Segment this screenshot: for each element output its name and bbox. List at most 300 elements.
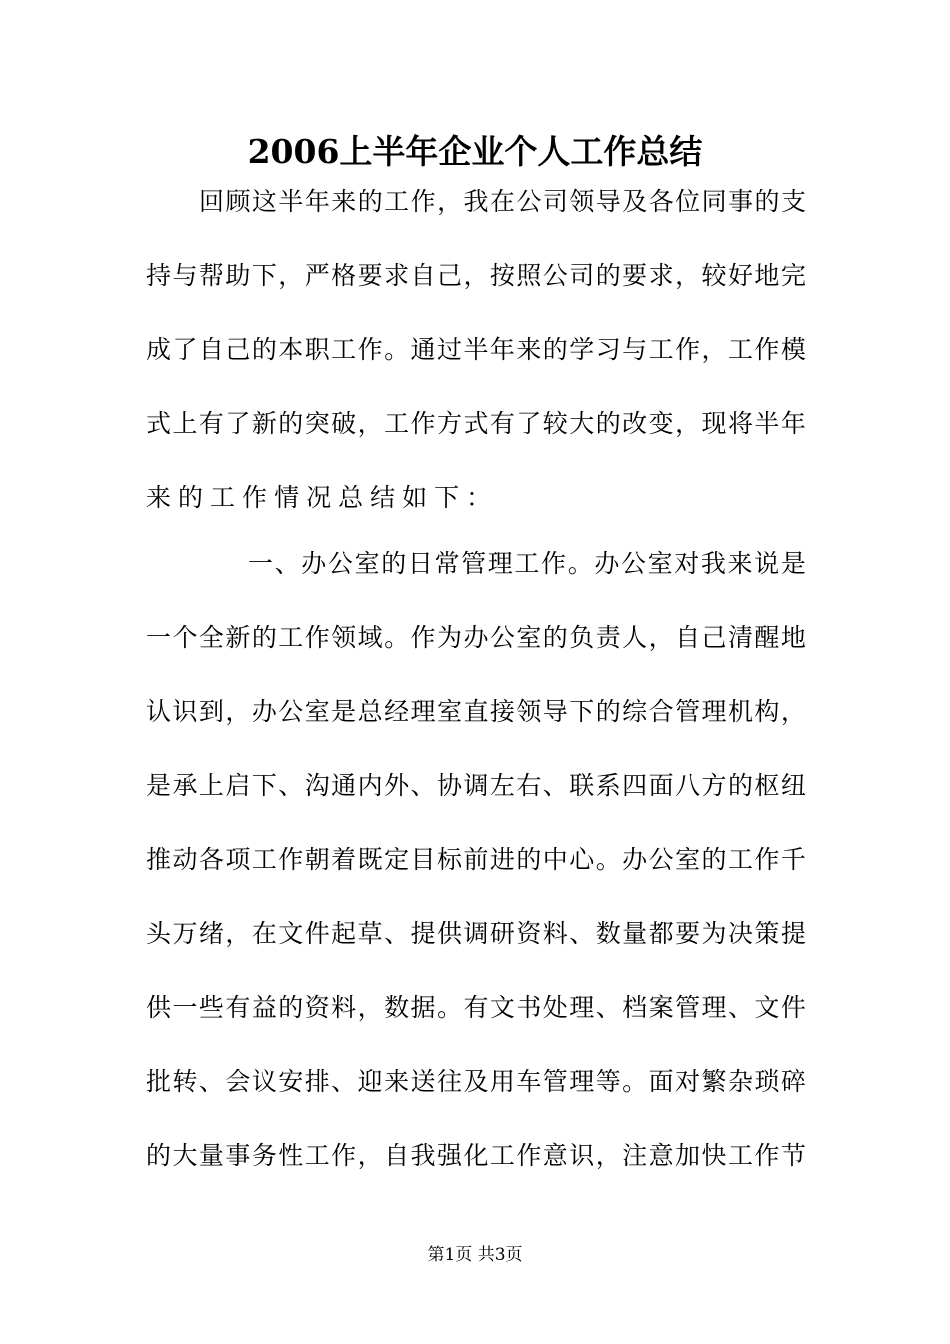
body-char: 理 (410, 697, 436, 726)
body-char: 是 (331, 697, 357, 726)
body-char: 既 (357, 845, 383, 874)
body-char: 枢 (754, 771, 780, 800)
body-char: 一 (146, 623, 172, 652)
body-char: 方 (701, 771, 727, 800)
body-char: ， (225, 919, 251, 948)
body-char: 改 (622, 409, 648, 438)
body-char: 了 (172, 335, 198, 364)
body-char: 新 (251, 409, 277, 438)
body-char: 启 (225, 771, 251, 800)
body-char: 公 (542, 261, 568, 290)
body-char: 承 (172, 771, 198, 800)
body-char: 千 (780, 845, 806, 874)
body-char: 工 (489, 1141, 515, 1170)
body-char: 供 (436, 919, 462, 948)
body-char: 研 (489, 919, 515, 948)
body-char: 的 (278, 993, 304, 1022)
body-char: 下 (434, 483, 467, 512)
body-char: 工 (278, 623, 304, 652)
body-char: 料 (542, 919, 568, 948)
body-char: 况 (306, 483, 339, 512)
body-char: 情 (274, 483, 307, 512)
body-char: 、 (727, 993, 753, 1022)
body-char: 一 (248, 549, 274, 578)
body-char: 要 (622, 261, 648, 290)
body-char: 往 (436, 1067, 462, 1096)
body-char: 心 (569, 845, 595, 874)
body-char: 管 (542, 1067, 568, 1096)
body-char: 按 (489, 261, 515, 290)
body-char: 调 (463, 771, 489, 800)
body-char: 我 (410, 1141, 436, 1170)
body-char: 料 (331, 993, 357, 1022)
body-char: 件 (780, 993, 806, 1022)
body-char: 作 (410, 623, 436, 652)
body-char: 学 (569, 335, 595, 364)
body-char: 注 (622, 1141, 648, 1170)
body-char: 到 (198, 697, 224, 726)
body-char: 决 (727, 919, 753, 948)
body-char: 的 (251, 623, 277, 652)
body-char: 协 (436, 771, 462, 800)
body-char: 公 (327, 549, 353, 578)
body-char: 作 (242, 483, 275, 512)
body-char: 新 (225, 623, 251, 652)
body-char: 排 (304, 1067, 330, 1096)
body-char: 车 (516, 1067, 542, 1096)
body-char: 面 (648, 771, 674, 800)
body-char: 工 (727, 1141, 753, 1170)
body-line (146, 768, 806, 804)
body-char: 案 (648, 993, 674, 1022)
body-char: 接 (489, 697, 515, 726)
body-char: 数 (595, 919, 621, 948)
body-char: ， (701, 335, 727, 364)
body-char: 较 (542, 409, 568, 438)
body-line (146, 1138, 806, 1174)
body-char: 办 (594, 549, 620, 578)
body-char: 草 (357, 919, 383, 948)
body-char: 加 (675, 1141, 701, 1170)
body-char: 格 (331, 261, 357, 290)
body-char: 的 (595, 697, 621, 726)
body-char: 构 (754, 697, 780, 726)
body-char: 些 (198, 993, 224, 1022)
body-char: 下 (251, 261, 277, 290)
body-char: 大 (569, 409, 595, 438)
body-char: 理 (487, 549, 513, 578)
body-char: 地 (780, 623, 806, 652)
body-char: 外 (384, 771, 410, 800)
body-char: 对 (675, 1067, 701, 1096)
body-char: 司 (569, 261, 595, 290)
body-char: 公 (489, 623, 515, 652)
body-char: 导 (595, 187, 621, 216)
body-char: 回 (199, 187, 225, 216)
body-char: 职 (304, 335, 330, 364)
body-char: 导 (542, 697, 568, 726)
body-char: 绪 (198, 919, 224, 948)
body-char: 琐 (754, 1067, 780, 1096)
body-char: 工 (727, 845, 753, 874)
body-char: 领 (516, 697, 542, 726)
body-char: 及 (622, 187, 648, 216)
body-char: 照 (516, 261, 542, 290)
body-char: 作 (304, 623, 330, 652)
body-char: 总 (357, 697, 383, 726)
body-char: 为 (436, 623, 462, 652)
body-line (199, 184, 806, 220)
body-char: 求 (648, 261, 674, 290)
body-char: 。 (567, 549, 593, 578)
body-char: 工 (331, 335, 357, 364)
body-char: 件 (304, 919, 330, 948)
body-char: 的 (146, 1141, 172, 1170)
body-char: 面 (648, 1067, 674, 1096)
body-char: ， (648, 623, 674, 652)
body-line (146, 1064, 806, 1100)
body-line (146, 694, 806, 730)
body-char: 在 (489, 187, 515, 216)
body-char: 日 (407, 549, 433, 578)
body-char: 室 (647, 549, 673, 578)
body-char: 半 (463, 335, 489, 364)
body-char: 顾 (225, 187, 251, 216)
body-char: 机 (727, 697, 753, 726)
body-char: 迎 (357, 1067, 383, 1096)
body-line (146, 842, 806, 878)
body-char: ， (225, 697, 251, 726)
body-char: 的 (595, 261, 621, 290)
body-char: 工 (210, 483, 243, 512)
body-char: 处 (542, 993, 568, 1022)
body-char: 化 (463, 1141, 489, 1170)
body-char: 推 (146, 845, 172, 874)
body-char: 等 (595, 1067, 621, 1096)
body-char: 己 (225, 335, 251, 364)
body-line (146, 406, 806, 442)
body-line (146, 332, 806, 368)
body-char: 位 (675, 187, 701, 216)
body-char: 目 (410, 845, 436, 874)
body-char: 人 (622, 623, 648, 652)
body-char: 工 (304, 1141, 330, 1170)
body-char: 结 (370, 483, 403, 512)
body-char: 在 (251, 919, 277, 948)
body-char: 头 (146, 919, 172, 948)
body-char: 己 (436, 261, 462, 290)
body-char: 负 (569, 623, 595, 652)
body-char: 文 (489, 993, 515, 1022)
body-char: 年 (489, 335, 515, 364)
body-char: 帮 (198, 261, 224, 290)
body-char: 用 (489, 1067, 515, 1096)
body-char: 办 (463, 623, 489, 652)
body-char: 模 (780, 335, 806, 364)
body-char: 作 (516, 1141, 542, 1170)
body-char: 严 (304, 261, 330, 290)
body-char: 快 (701, 1141, 727, 1170)
body-char: 送 (410, 1067, 436, 1096)
body-char: 了 (225, 409, 251, 438)
body-char: 我 (463, 187, 489, 216)
body-char: 自 (198, 335, 224, 364)
body-char: 的 (595, 409, 621, 438)
body-char: 支 (780, 187, 806, 216)
body-char: 有 (198, 409, 224, 438)
body-char: 下 (251, 771, 277, 800)
body-char: 。 (384, 335, 410, 364)
body-char: 调 (463, 919, 489, 948)
body-char: 及 (463, 1067, 489, 1096)
body-char: 安 (278, 1067, 304, 1096)
body-char: 着 (331, 845, 357, 874)
body-char: 办 (251, 697, 277, 726)
body-char: 朝 (304, 845, 330, 874)
body-char: ： (466, 483, 499, 512)
body-char: 的 (542, 623, 568, 652)
body-char: 现 (701, 409, 727, 438)
body-char: 量 (622, 919, 648, 948)
body-char: 我 (700, 549, 726, 578)
body-char: 据 (410, 993, 436, 1022)
body-char: 公 (278, 697, 304, 726)
body-char: 管 (461, 549, 487, 578)
body-char: 节 (780, 1141, 806, 1170)
body-char: 起 (331, 919, 357, 948)
body-char: 量 (198, 1141, 224, 1170)
body-char: 说 (754, 549, 780, 578)
body-char: 资 (304, 993, 330, 1022)
body-char: 办 (301, 549, 327, 578)
body-char: 的 (278, 409, 304, 438)
body-char: 大 (172, 1141, 198, 1170)
body-char: 有 (463, 993, 489, 1022)
body-char: 求 (384, 261, 410, 290)
body-char: 己 (701, 623, 727, 652)
body-char: 转 (172, 1067, 198, 1096)
body-char: 本 (278, 335, 304, 364)
body-char: 、 (331, 1067, 357, 1096)
body-char: 如 (402, 483, 435, 512)
body-char: 。 (622, 1067, 648, 1096)
body-char: 公 (648, 845, 674, 874)
body-char: 。 (384, 623, 410, 652)
body-char: 一 (172, 993, 198, 1022)
body-char: 公 (516, 187, 542, 216)
body-char: 工 (514, 549, 540, 578)
body-char: 识 (569, 1141, 595, 1170)
body-char: ， (357, 409, 383, 438)
body-char: 都 (648, 919, 674, 948)
body-char: 直 (463, 697, 489, 726)
body-char: 联 (569, 771, 595, 800)
body-char: 供 (146, 993, 172, 1022)
body-char: ， (675, 261, 701, 290)
body-char: 式 (146, 409, 172, 438)
body-char: 要 (357, 261, 383, 290)
body-char: 成 (146, 335, 172, 364)
body-char: 上 (198, 771, 224, 800)
body-char: 理 (569, 993, 595, 1022)
body-char: 四 (622, 771, 648, 800)
body-char: 与 (622, 335, 648, 364)
body-char: 来 (331, 187, 357, 216)
body-char: 前 (463, 845, 489, 874)
body-char: 作 (410, 187, 436, 216)
body-char: 事 (225, 1141, 251, 1170)
body-char: 这 (251, 187, 277, 216)
page-footer: 第1页 共3页 (427, 1245, 523, 1265)
body-char: 、 (198, 1067, 224, 1096)
body-char: 工 (251, 845, 277, 874)
body-char: 自 (410, 261, 436, 290)
body-char: 持 (146, 261, 172, 290)
body-char: 作 (754, 845, 780, 874)
body-line (146, 258, 806, 294)
body-char: 醒 (754, 623, 780, 652)
body-char: 认 (146, 697, 172, 726)
body-char: 半 (278, 187, 304, 216)
page-title: 2006上半年企业个人工作总结 (247, 132, 703, 171)
body-char: 室 (516, 623, 542, 652)
body-char: 、 (542, 771, 568, 800)
body-char: 作 (675, 335, 701, 364)
body-char: 是 (146, 771, 172, 800)
body-char: 档 (622, 993, 648, 1022)
body-char: 要 (675, 919, 701, 948)
body-char: 个 (172, 623, 198, 652)
body-char: 年 (304, 187, 330, 216)
body-char: 左 (489, 771, 515, 800)
body-char: 将 (727, 409, 753, 438)
body-char: 经 (384, 697, 410, 726)
body-char: 司 (542, 187, 568, 216)
body-char: 。 (595, 845, 621, 874)
body-line (146, 990, 806, 1026)
body-char: 来 (516, 335, 542, 364)
body-char: 过 (436, 335, 462, 364)
body-char: 繁 (701, 1067, 727, 1096)
body-char: 的 (381, 549, 407, 578)
body-char: 自 (675, 623, 701, 652)
body-char: 杂 (727, 1067, 753, 1096)
body-char: 室 (304, 697, 330, 726)
body-char: 提 (780, 919, 806, 948)
body-char: 内 (357, 771, 383, 800)
body-char: 纽 (780, 771, 806, 800)
body-char: 会 (225, 1067, 251, 1096)
body-char: 进 (489, 845, 515, 874)
body-char: 中 (542, 845, 568, 874)
body-char: 助 (225, 261, 251, 290)
body-char: 意 (542, 1141, 568, 1170)
body-char: 工 (648, 335, 674, 364)
body-char: 理 (701, 697, 727, 726)
body-char: 自 (384, 1141, 410, 1170)
body-char: 常 (434, 549, 460, 578)
body-char: 为 (701, 919, 727, 948)
body-char: 、 (410, 771, 436, 800)
body-char: 识 (172, 697, 198, 726)
body-char: 书 (516, 993, 542, 1022)
body-char: 的 (754, 187, 780, 216)
body-char: 事 (728, 187, 754, 216)
body-char: 对 (674, 549, 700, 578)
body-char: ， (437, 187, 463, 216)
body-char: 是 (780, 549, 806, 578)
body-char: 管 (675, 697, 701, 726)
body-char: 域 (357, 623, 383, 652)
body-char: 系 (595, 771, 621, 800)
body-char: ， (463, 261, 489, 290)
body-char: 来 (384, 1067, 410, 1096)
body-char: 地 (754, 261, 780, 290)
body-char: 领 (331, 623, 357, 652)
body-char: 通 (331, 771, 357, 800)
body-char: 资 (516, 919, 542, 948)
body-char: 较 (701, 261, 727, 290)
body-char: 务 (251, 1141, 277, 1170)
body-char: 破 (331, 409, 357, 438)
body-char: 方 (436, 409, 462, 438)
body-char: 理 (569, 1067, 595, 1096)
body-char: 完 (780, 261, 806, 290)
body-char: 合 (648, 697, 674, 726)
body-char: 意 (648, 1141, 674, 1170)
body-char: 各 (198, 845, 224, 874)
body-char: 室 (354, 549, 380, 578)
body-char: 性 (278, 1141, 304, 1170)
body-char: 与 (172, 261, 198, 290)
body-char: 工 (384, 187, 410, 216)
body-char: 的 (727, 771, 753, 800)
body-char: 强 (436, 1141, 462, 1170)
body-char: 沟 (304, 771, 330, 800)
body-char: 来 (146, 483, 179, 512)
body-char: ， (357, 993, 383, 1022)
body-char: 来 (727, 549, 753, 578)
body-char: 的 (357, 187, 383, 216)
body-char: 作 (410, 409, 436, 438)
body-char: 通 (410, 335, 436, 364)
body-char: ， (780, 697, 806, 726)
body-char: 总 (338, 483, 371, 512)
body-char: ， (278, 261, 304, 290)
body-char: ， (675, 409, 701, 438)
body-char: 益 (251, 993, 277, 1022)
body-char: 批 (146, 1067, 172, 1096)
body-char: ， (357, 1141, 383, 1170)
body-char: 、 (595, 993, 621, 1022)
body-char: 八 (675, 771, 701, 800)
body-char: 万 (172, 919, 198, 948)
body-char: 习 (595, 335, 621, 364)
body-line (146, 620, 806, 656)
body-char: 作 (754, 1141, 780, 1170)
body-char: 变 (648, 409, 674, 438)
body-char: 上 (172, 409, 198, 438)
body-char: 式 (463, 409, 489, 438)
body-char: 作 (331, 1141, 357, 1170)
body-char: 。 (436, 993, 462, 1022)
body-char: 了 (516, 409, 542, 438)
body-char: 室 (436, 697, 462, 726)
body-char: 好 (727, 261, 753, 290)
body-char: 标 (436, 845, 462, 874)
body-char: 突 (304, 409, 330, 438)
body-char: 碎 (780, 1067, 806, 1096)
